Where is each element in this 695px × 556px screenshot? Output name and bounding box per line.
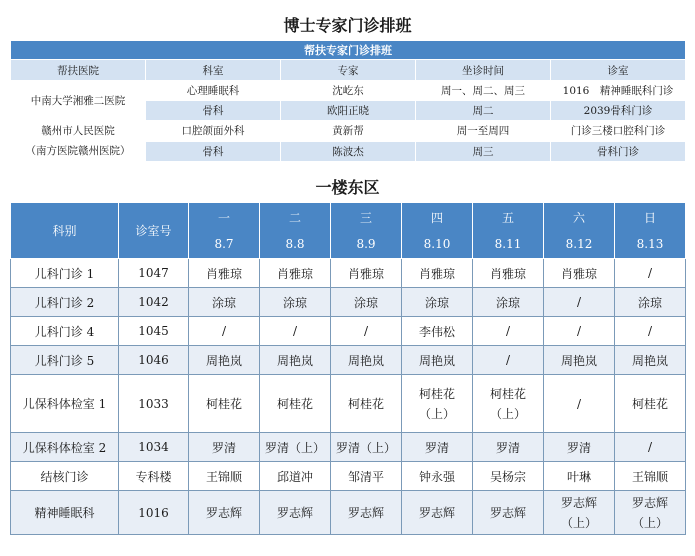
department-cell: 口腔颌面外科 [146, 121, 281, 142]
time-cell: 周三 [416, 141, 551, 162]
doctor-cell [260, 375, 331, 433]
header-department: 科别 [11, 203, 119, 259]
department-cell [11, 433, 119, 462]
doctor-cell [402, 462, 473, 491]
clinic-schedule-table [10, 202, 686, 535]
doctor-cell-text: / [292, 324, 298, 338]
half-day-note: （上） [418, 406, 455, 421]
doctor-cell-text: 周艳岚 [418, 353, 455, 368]
doctor-cell-text: 肖雅琼 [205, 266, 242, 281]
doctor-cell-text: 罗清 [495, 440, 520, 455]
expert-cell: 沈屹东 [281, 81, 416, 101]
doctor-cell-text: 柯桂花 [489, 386, 526, 401]
doctor-cell-text: 罗志辉 [205, 506, 242, 520]
doctor-cell [189, 491, 260, 535]
department-cell: 骨科 [146, 141, 281, 162]
room-number-cell-text: 1042 [138, 295, 169, 309]
weekday-label: 四 [430, 210, 443, 225]
table-row [11, 259, 686, 288]
doctor-cell-text: 罗志辉 [276, 506, 313, 520]
doctor-cell [544, 346, 615, 375]
weekday-label: 五 [501, 210, 514, 225]
doctor-cell-text: 肖雅琼 [418, 266, 455, 281]
doctor-cell-text: / [647, 440, 653, 454]
table-row [11, 375, 686, 433]
doctor-cell-text: / [576, 324, 582, 338]
weekday-label: 一 [217, 210, 230, 225]
room-number-cell-text: 1033 [138, 396, 169, 411]
room-cell: 2039骨科门诊 [551, 101, 686, 121]
doctor-cell-text: / [647, 324, 653, 338]
doctor-cell-text: 涂琼 [211, 295, 236, 310]
doctor-cell [260, 346, 331, 375]
doctor-cell [331, 375, 402, 433]
doctor-cell-text: / [221, 324, 227, 338]
table-row [11, 346, 686, 375]
weekday-label: 日 [643, 210, 656, 225]
room-number-cell [119, 346, 189, 375]
time-cell: 周二 [416, 101, 551, 121]
doctor-cell [544, 259, 615, 288]
doctor-cell-text: 罗清 [566, 440, 591, 455]
doctor-cell-text: / [576, 295, 582, 309]
doctor-cell [331, 491, 402, 535]
page-title: 博士专家门诊排班 [283, 16, 412, 35]
doctor-cell [544, 375, 615, 433]
doctor-cell [615, 375, 686, 433]
time-cell: 周一至周四 [416, 121, 551, 142]
header-day [473, 203, 544, 259]
doctor-cell [331, 462, 402, 491]
section-title: 一楼东区 [315, 178, 380, 197]
doctor-cell-text: 罗志辉 [489, 506, 526, 520]
doctor-cell [473, 375, 544, 433]
expert-schedule-table [10, 40, 686, 162]
doctor-cell [260, 491, 331, 535]
doctor-cell-text: / [363, 324, 369, 338]
header-day [189, 203, 260, 259]
doctor-cell-text: 邱道冲 [276, 469, 313, 484]
doctor-cell [402, 433, 473, 462]
doctor-cell [260, 433, 331, 462]
doctor-cell-text: 周艳岚 [347, 353, 384, 368]
doctor-cell-text: 叶琳 [566, 469, 591, 484]
doctor-cell-text: / [576, 396, 582, 411]
doctor-cell [473, 491, 544, 535]
doctor-cell-text: 罗清（上） [264, 440, 325, 455]
doctor-cell-text: 罗志辉 [560, 495, 597, 510]
doctor-cell [402, 259, 473, 288]
doctor-cell [260, 462, 331, 491]
department-cell: 心理睡眠科 [146, 81, 281, 101]
doctor-cell-text: 柯桂花 [631, 397, 668, 411]
room-number-cell-text: 1034 [138, 440, 169, 454]
room-number-cell [119, 433, 189, 462]
table-row [11, 491, 686, 535]
doctor-cell-text: 柯桂花 [276, 397, 313, 411]
doctor-cell [544, 433, 615, 462]
doctor-cell [331, 259, 402, 288]
doctor-cell-text: 涂琼 [282, 295, 307, 310]
doctor-cell-text: 肖雅琼 [347, 266, 384, 281]
room-number-cell [119, 491, 189, 535]
date-label: 8.13 [636, 236, 664, 251]
room-cell: 1016 精神睡眠科门诊 [551, 81, 686, 101]
doctor-cell [331, 346, 402, 375]
table-row [11, 462, 686, 491]
doctor-cell [473, 259, 544, 288]
department-cell [11, 346, 119, 375]
doctor-cell-text: 周艳岚 [276, 353, 313, 368]
department-cell-text: 儿科门诊 5 [34, 353, 95, 368]
doctor-cell-text: 涂琼 [495, 295, 520, 310]
half-day-note: （上） [631, 515, 668, 530]
doctor-cell-text: 罗志辉 [347, 506, 384, 520]
half-day-note: （上） [489, 406, 526, 421]
doctor-cell [402, 346, 473, 375]
table-row [11, 288, 686, 317]
department-cell-text: 儿科门诊 2 [34, 295, 95, 310]
doctor-cell [260, 259, 331, 288]
doctor-cell [544, 491, 615, 535]
expert-cell: 黄新帮 [281, 121, 416, 142]
hospital-name-line1: 赣州市人民医院 [41, 125, 115, 137]
table-row [11, 433, 686, 462]
header-room: 诊室 [551, 60, 686, 81]
doctor-cell [615, 259, 686, 288]
doctor-cell [615, 462, 686, 491]
department-cell [11, 317, 119, 346]
doctor-cell [189, 259, 260, 288]
expert-cell: 欧阳正晓 [281, 101, 416, 121]
header-day [331, 203, 402, 259]
department-cell-text: 儿保科体检室 2 [22, 440, 107, 455]
hospital-name: 中南大学湘雅二医院 [11, 81, 146, 121]
department-cell-text: 精神睡眠科 [34, 506, 95, 520]
doctor-cell [544, 288, 615, 317]
doctor-cell-text: 柯桂花 [347, 397, 384, 411]
doctor-cell [402, 288, 473, 317]
department-cell: 骨科 [146, 101, 281, 121]
date-label: 8.11 [494, 236, 522, 251]
doctor-cell [615, 346, 686, 375]
doctor-cell [615, 317, 686, 346]
date-label: 8.7 [214, 236, 234, 251]
doctor-cell-text: 涂琼 [353, 295, 378, 310]
department-cell [11, 491, 119, 535]
doctor-cell-text: 吴杨宗 [489, 469, 526, 484]
doctor-cell [544, 462, 615, 491]
doctor-cell [544, 317, 615, 346]
doctor-cell-text: 柯桂花 [205, 397, 242, 411]
department-cell [11, 375, 119, 433]
weekday-label: 二 [288, 210, 301, 225]
doctor-cell-text: / [505, 324, 511, 338]
room-number-cell-text: 1047 [138, 266, 169, 280]
doctor-cell [260, 317, 331, 346]
header-day [402, 203, 473, 259]
doctor-cell-text: 罗志辉 [418, 506, 455, 520]
table-row [11, 317, 686, 346]
room-number-cell-text: 1046 [138, 353, 169, 367]
department-cell-text: 结核门诊 [40, 469, 89, 484]
header-day [260, 203, 331, 259]
weekday-label: 六 [572, 210, 585, 225]
doctor-cell [473, 462, 544, 491]
room-cell: 门诊三楼口腔科门诊 [551, 121, 686, 142]
date-label: 8.12 [565, 236, 593, 251]
hospital-name-line2: （南方医院赣州医院） [25, 145, 131, 157]
header-expert: 专家 [281, 60, 416, 81]
hospital-name [11, 121, 146, 162]
doctor-cell-text: 周艳岚 [631, 353, 668, 368]
doctor-cell [615, 288, 686, 317]
doctor-cell-text: 涂琼 [637, 295, 662, 310]
doctor-cell-text: / [505, 353, 511, 367]
department-cell-text: 儿保科体检室 1 [22, 397, 107, 411]
doctor-cell-text: 肖雅琼 [489, 266, 526, 281]
date-label: 8.8 [285, 236, 305, 251]
doctor-cell [331, 317, 402, 346]
doctor-cell-text: / [647, 266, 653, 280]
room-number-cell [119, 259, 189, 288]
doctor-cell [615, 491, 686, 535]
doctor-cell-text: 肖雅琼 [560, 266, 597, 281]
doctor-cell [331, 433, 402, 462]
room-number-cell [119, 317, 189, 346]
doctor-cell-text: 罗清 [211, 440, 236, 455]
department-cell [11, 288, 119, 317]
doctor-cell [260, 288, 331, 317]
doctor-cell-text: 柯桂花 [418, 386, 455, 401]
time-cell: 周一、周二、周三 [416, 81, 551, 101]
doctor-cell [473, 317, 544, 346]
doctor-cell [189, 433, 260, 462]
room-number-cell-text: 1016 [138, 505, 169, 520]
header-room-number: 诊室号 [119, 203, 189, 259]
doctor-cell-text: 周艳岚 [560, 353, 597, 368]
doctor-cell [473, 288, 544, 317]
doctor-cell [615, 433, 686, 462]
header-time: 坐诊时间 [416, 60, 551, 81]
department-cell-text: 儿科门诊 4 [34, 324, 95, 339]
doctor-cell [402, 375, 473, 433]
header-hospital: 帮扶医院 [11, 60, 146, 81]
doctor-cell-text: 周艳岚 [205, 353, 242, 368]
doctor-cell [189, 317, 260, 346]
doctor-cell [189, 375, 260, 433]
room-number-cell [119, 462, 189, 491]
department-cell [11, 259, 119, 288]
doctor-cell-text: 罗志辉 [631, 495, 668, 510]
room-cell: 骨科门诊 [551, 141, 686, 162]
doctor-cell [189, 346, 260, 375]
date-label: 8.9 [356, 236, 376, 251]
doctor-cell-text: 罗清（上） [335, 440, 396, 455]
expert-cell: 陈波杰 [281, 141, 416, 162]
table-caption: 帮扶专家门诊排班 [11, 41, 686, 60]
weekday-label: 三 [359, 210, 372, 225]
doctor-cell-text: 王锦顺 [631, 469, 668, 484]
header-day [615, 203, 686, 259]
doctor-cell [189, 288, 260, 317]
doctor-cell [331, 288, 402, 317]
doctor-cell-text: 涂琼 [424, 295, 449, 310]
doctor-cell [402, 491, 473, 535]
doctor-cell [473, 433, 544, 462]
room-number-cell [119, 288, 189, 317]
room-number-cell-text: 专科楼 [135, 469, 172, 484]
department-cell-text: 儿科门诊 1 [34, 266, 95, 281]
doctor-cell-text: 罗清 [424, 440, 449, 455]
department-cell [11, 462, 119, 491]
doctor-cell [189, 462, 260, 491]
doctor-cell-text: 钟永强 [418, 469, 455, 484]
doctor-cell [402, 317, 473, 346]
room-number-cell-text: 1045 [138, 324, 169, 338]
doctor-cell-text: 肖雅琼 [276, 266, 313, 281]
doctor-cell-text: 王锦顺 [205, 469, 242, 484]
doctor-cell [473, 346, 544, 375]
doctor-cell-text: 邹清平 [347, 469, 384, 484]
date-label: 8.10 [423, 236, 451, 251]
header-day [544, 203, 615, 259]
doctor-cell-text: 李伟松 [418, 324, 455, 339]
half-day-note: （上） [560, 515, 597, 530]
room-number-cell [119, 375, 189, 433]
header-department: 科室 [146, 60, 281, 81]
